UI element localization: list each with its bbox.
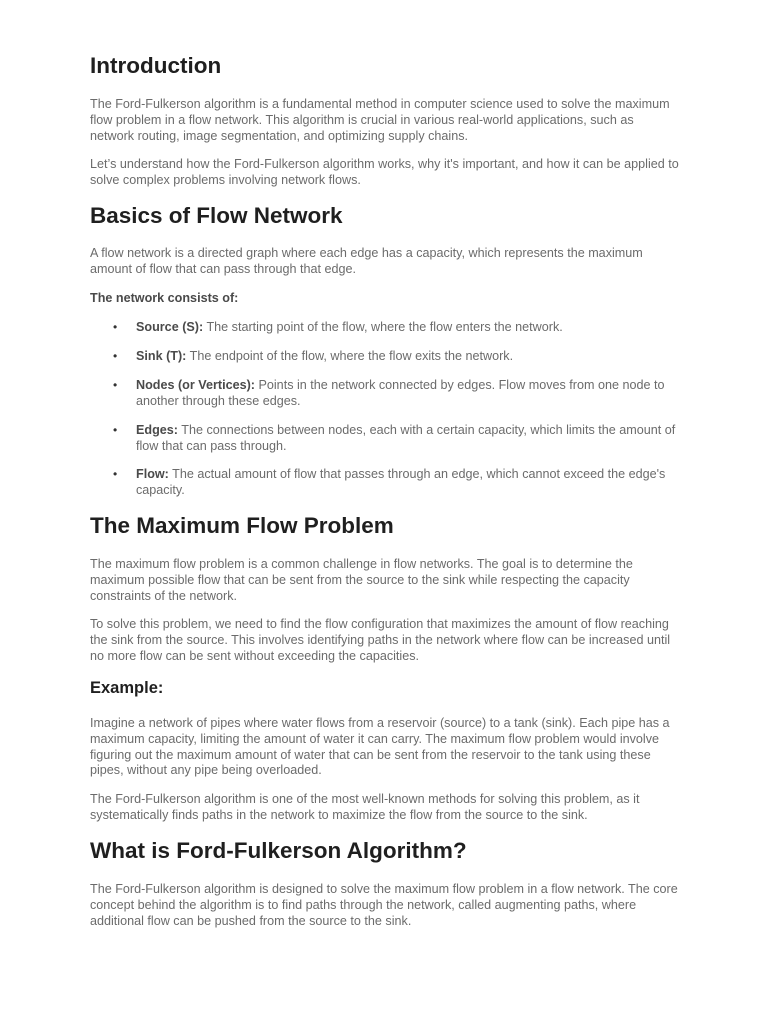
list-item-text: The connections between nodes, each with a certain capacity, which limits the amount of flow that can pass through. (136, 423, 676, 453)
list-item-text: The endpoint of the flow, where the flow exits the network. (186, 349, 514, 363)
list-item-text: Points in the network connected by edges. Flow moves from one node to another through these edges. (136, 378, 665, 408)
heading-introduction: Introduction (90, 53, 222, 78)
bullet-icon: • (113, 423, 118, 437)
list-item-text: The actual amount of flow that passes through an edge, which cannot exceed the edge's capacity. (136, 467, 666, 497)
heading-what-is-ford-fulkerson: What is Ford-Fulkerson Algorithm? (90, 838, 467, 863)
network-consists-label: The network consists of: (90, 291, 239, 305)
bullet-icon: • (113, 349, 118, 363)
max-flow-paragraph-1: The maximum flow problem is a common challenge in flow networks. The goal is to determine the maximum possible flow that can be sent from the source to the sink while respecting the capacity constraints of the network. (90, 557, 633, 603)
heading-basics-of-flow-network: Basics of Flow Network (90, 203, 343, 228)
list-item-term: Edges: (136, 423, 178, 437)
list-item-term: Sink (T): (136, 349, 187, 363)
basics-paragraph-1: A flow network is a directed graph where each edge has a capacity, which represents the maximum amount of flow that can pass through that edge. (90, 246, 643, 276)
bullet-icon: • (113, 467, 118, 481)
bullet-icon: • (113, 378, 118, 392)
heading-example: Example: (90, 679, 164, 697)
example-paragraph-1: Imagine a network of pipes where water flows from a reservoir (source) to a tank (sink). Each pipe has a maximum capacity, limiting the amount of water it can carry. The maximum flow problem would involve figuring out the maximum amount of water that can be sent from the reservoir to the tank using these pipes, without any pipe being overloaded. (90, 716, 670, 778)
max-flow-paragraph-2: To solve this problem, we need to find the flow configuration that maximizes the amount of flow reaching the sink from the source. This involves identifying paths in the network where flow can be increased until no more flow can be sent without exceeding the capacities. (90, 617, 671, 663)
list-item-term: Source (S): (136, 320, 204, 334)
intro-paragraph-2: Let’s understand how the Ford-Fulkerson algorithm works, why it's important, and how it can be applied to solve complex problems involving network flows. (90, 157, 679, 187)
list-item-term: Nodes (or Vertices): (136, 378, 255, 392)
bullet-icon: • (113, 320, 118, 334)
heading-maximum-flow-problem: The Maximum Flow Problem (90, 513, 394, 538)
example-paragraph-2: The Ford-Fulkerson algorithm is one of the most well-known methods for solving this problem, as it systematically finds paths in the network to maximize the flow from the source to the sink. (90, 792, 640, 822)
list-item-text: The starting point of the flow, where the flow enters the network. (203, 320, 563, 334)
list-item-term: Flow: (136, 467, 169, 481)
intro-paragraph-1: The Ford-Fulkerson algorithm is a fundamental method in computer science used to solve the maximum flow problem in a flow network. This algorithm is crucial in various real-world applications, such as network routing, image segmentation, and optimizing supply chains. (90, 97, 670, 143)
what-is-paragraph-1: The Ford-Fulkerson algorithm is designed to solve the maximum flow problem in a flow network. The core concept behind the algorithm is to find paths through the network, called augmenting paths, where additional flow can be pushed from the source to the sink. (90, 882, 678, 928)
